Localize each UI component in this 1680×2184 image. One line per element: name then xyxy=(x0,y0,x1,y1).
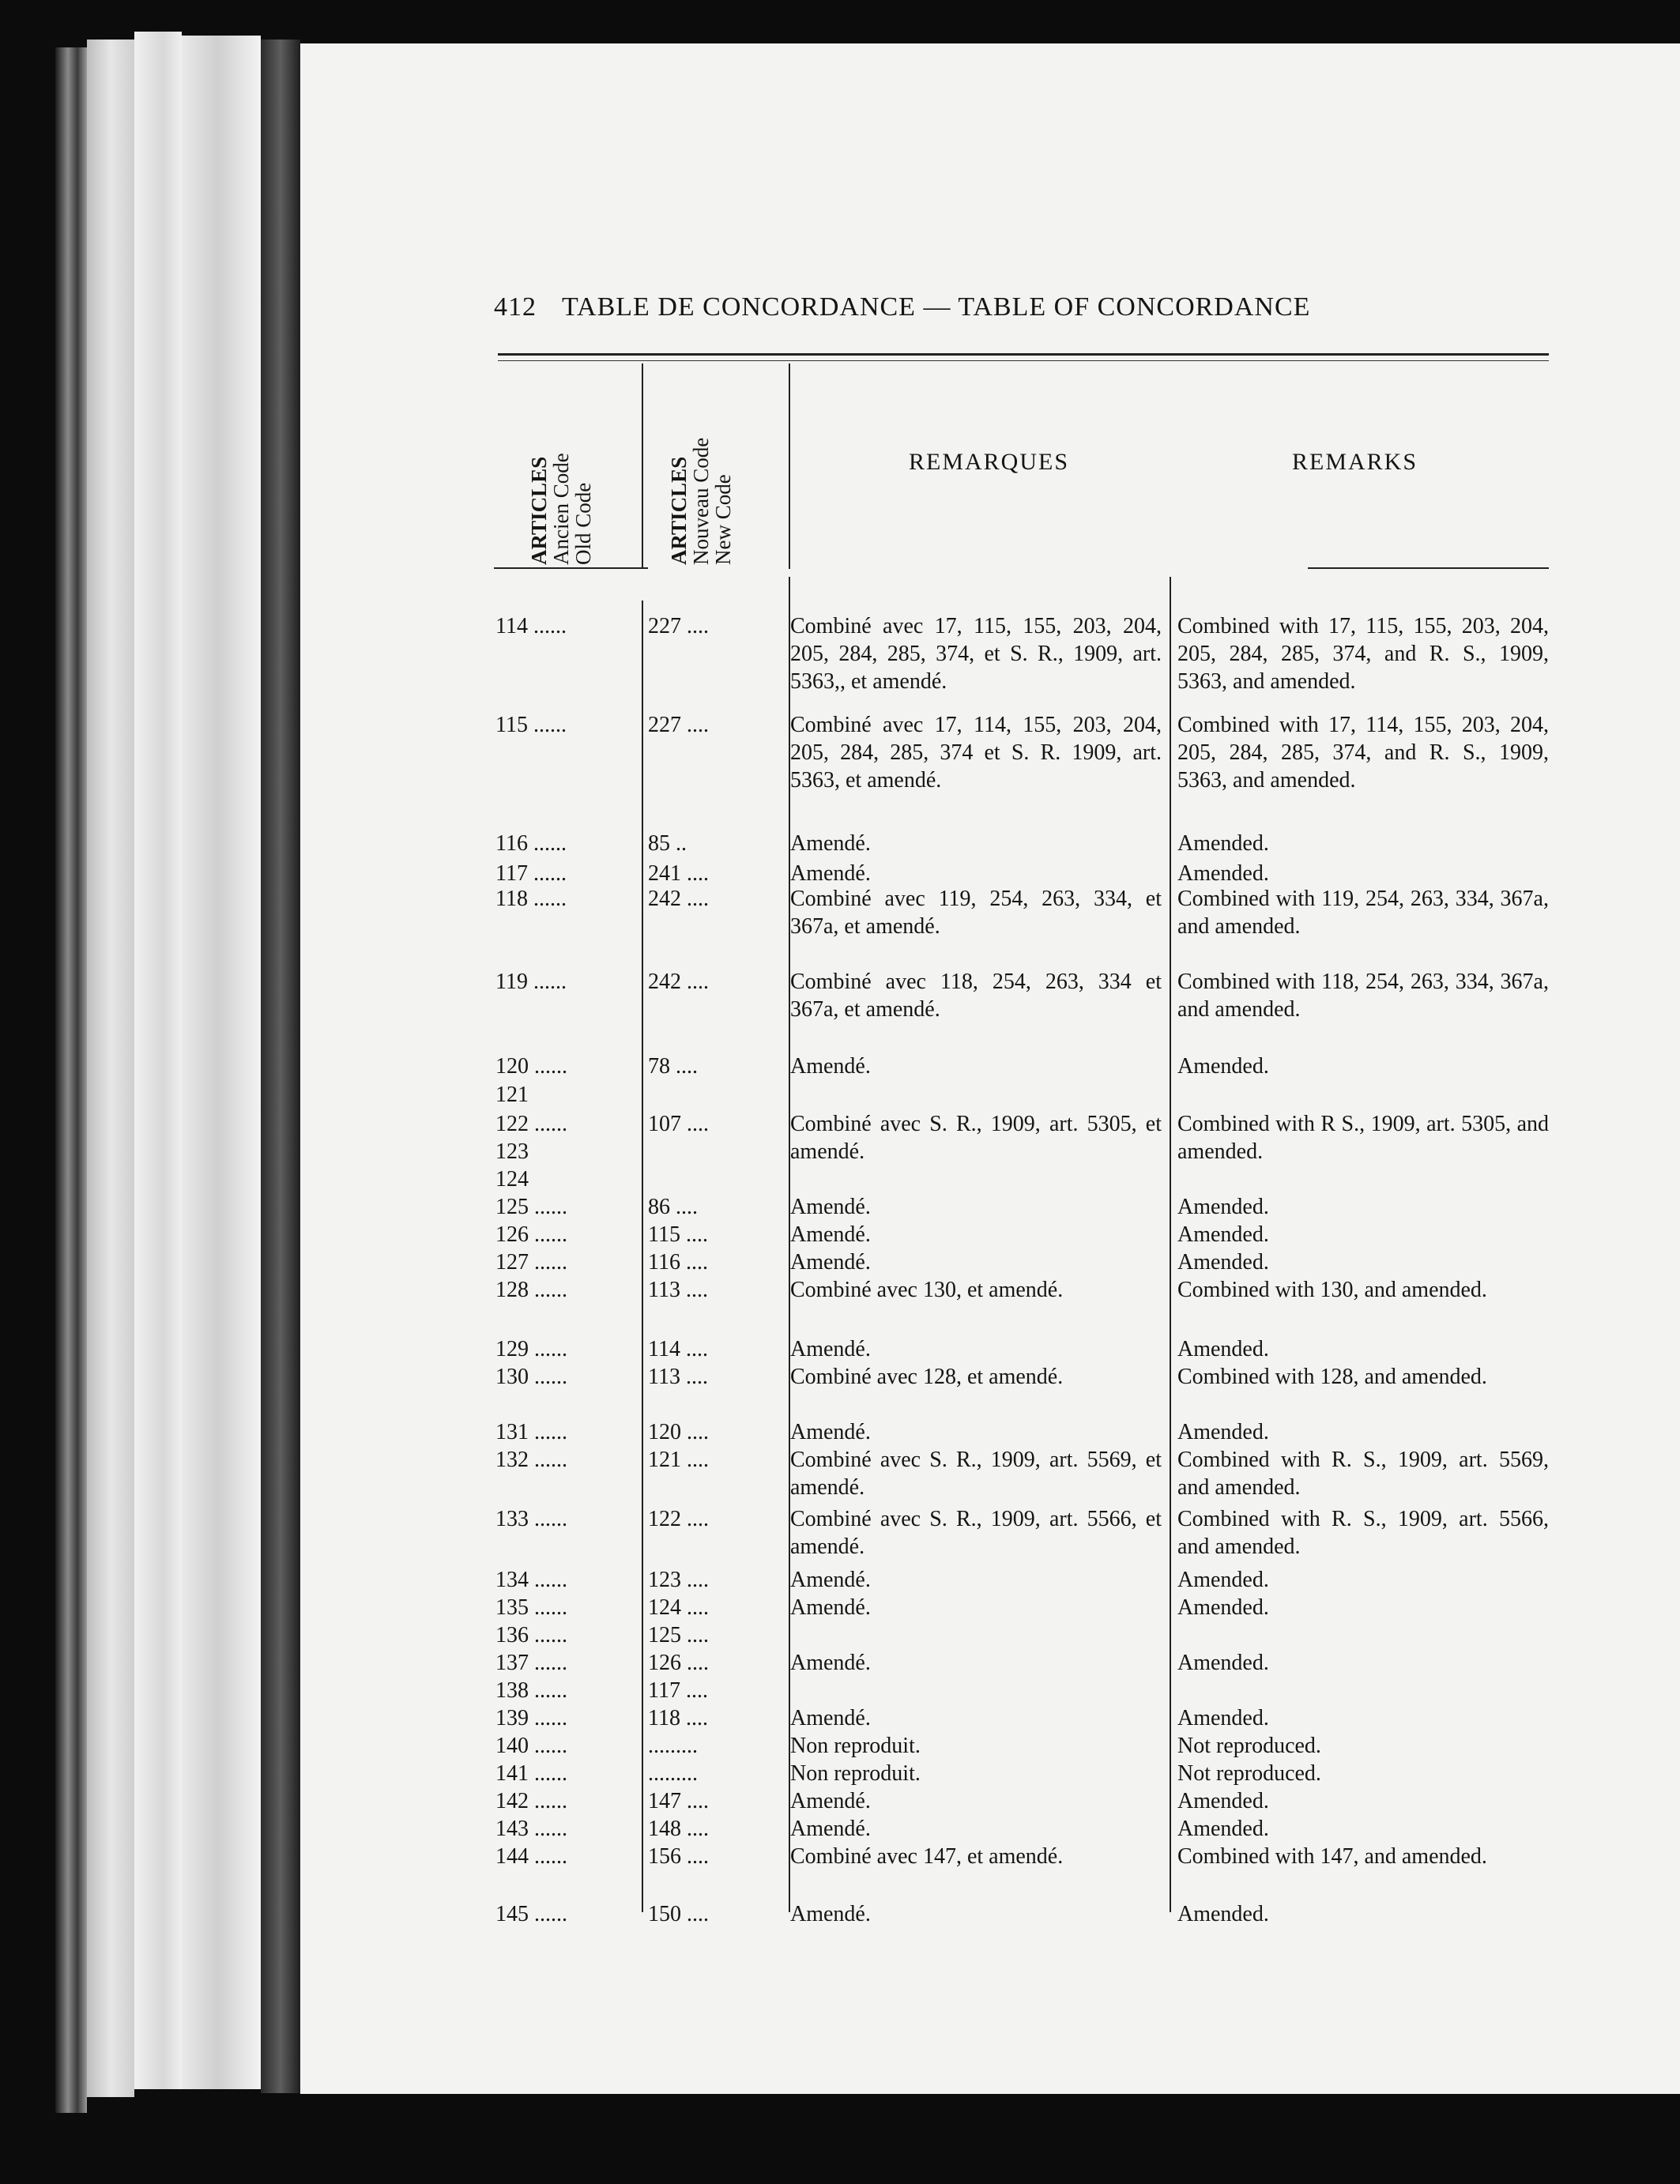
remark-en-cell: Combined with 130, and amended. xyxy=(1177,1278,1487,1302)
new-code-cell: 242 .... xyxy=(648,970,709,994)
new-code-cell: 113 .... xyxy=(648,1365,708,1389)
old-code-cell: 121 xyxy=(495,1083,529,1107)
remarque-fr-cell: Amendé. xyxy=(790,1651,871,1675)
page-number: 412 xyxy=(494,292,537,322)
new-code-cell: 121 .... xyxy=(648,1448,709,1472)
remark-en-cell: Amended. xyxy=(1177,1420,1269,1444)
old-code-cell: 134 ...... xyxy=(495,1568,567,1592)
remarque-fr-cell: Combiné avec S. R., 1909, art. 5305, et amendé. xyxy=(790,1112,1162,1164)
remark-en-cell: Amended. xyxy=(1177,1054,1269,1079)
old-code-cell: 141 ...... xyxy=(495,1761,567,1786)
old-code-cell: 120 ...... xyxy=(495,1054,567,1079)
remark-en-cell: Amended. xyxy=(1177,1706,1269,1730)
remarque-fr-cell: Non reproduit. xyxy=(790,1734,921,1758)
old-code-cell: 137 ...... xyxy=(495,1651,567,1675)
new-code-cell: 150 .... xyxy=(648,1902,709,1926)
new-code-cell: 114 .... xyxy=(648,1337,708,1361)
remarque-fr-cell: Combiné avec 128, et amendé. xyxy=(790,1365,1064,1389)
remark-en-cell: Amended. xyxy=(1177,1902,1269,1926)
column-heading-remarques: REMARQUES xyxy=(909,449,1070,475)
old-code-cell: 117 ...... xyxy=(495,861,567,886)
old-code-cell: 114 ...... xyxy=(495,614,567,638)
remark-en-cell: Amended. xyxy=(1177,1817,1269,1841)
new-code-cell: 227 .... xyxy=(648,614,709,638)
remarque-fr-cell: Amendé. xyxy=(790,1337,871,1361)
remark-en-cell: Amended. xyxy=(1177,1568,1269,1592)
new-code-cell: 107 .... xyxy=(648,1112,709,1136)
remark-en-cell: Amended. xyxy=(1177,1250,1269,1275)
remarque-fr-cell: Combiné avec 147, et amendé. xyxy=(790,1844,1064,1869)
new-code-cell: 123 .... xyxy=(648,1568,709,1592)
old-code-cell: 132 ...... xyxy=(495,1448,567,1472)
remarque-fr-cell: Amendé. xyxy=(790,1706,871,1730)
new-code-cell: 116 .... xyxy=(648,1250,708,1275)
remark-en-cell: Amended. xyxy=(1177,1222,1269,1247)
remarque-fr-cell: Combiné avec S. R., 1909, art. 5569, et amendé. xyxy=(790,1448,1162,1500)
column-heading-new-code: ARTICLES Nouveau Code New Code xyxy=(667,437,735,565)
old-code-cell: 136 ...... xyxy=(495,1623,567,1647)
remark-en-cell: Amended. xyxy=(1177,831,1269,856)
remark-en-cell: Combined with R. S., 1909, art. 5566, and amended. xyxy=(1177,1507,1549,1559)
new-code-cell: 148 .... xyxy=(648,1817,709,1841)
remarque-fr-cell: Amendé. xyxy=(790,1595,871,1620)
new-code-cell: 115 .... xyxy=(648,1222,708,1247)
old-code-cell: 131 ...... xyxy=(495,1420,567,1444)
new-code-cell: 78 .... xyxy=(648,1054,698,1079)
remark-en-cell: Combined with 128, and amended. xyxy=(1177,1365,1487,1389)
old-code-cell: 145 ...... xyxy=(495,1902,567,1926)
new-code-cell: 118 .... xyxy=(648,1706,708,1730)
old-code-cell: 138 ...... xyxy=(495,1678,567,1703)
old-code-cell: 126 ...... xyxy=(495,1222,567,1247)
old-code-cell: 143 ...... xyxy=(495,1817,567,1841)
remark-en-cell: Combined with 118, 254, 263, 334, 367a, and amended. xyxy=(1177,970,1549,1022)
remark-en-cell: Amended. xyxy=(1177,1595,1269,1620)
remarque-fr-cell: Combiné avec 118, 254, 263, 334 et 367a, et amendé. xyxy=(790,970,1162,1022)
remarque-fr-cell: Non reproduit. xyxy=(790,1761,921,1786)
remarque-fr-cell: Amendé. xyxy=(790,1817,871,1841)
new-code-cell: 241 .... xyxy=(648,861,709,886)
column-heading-remarks: REMARKS xyxy=(1292,449,1418,475)
remarque-fr-cell: Amendé. xyxy=(790,1420,871,1444)
old-code-cell: 119 ...... xyxy=(495,970,567,994)
remarque-fr-cell: Combiné avec 130, et amendé. xyxy=(790,1278,1064,1302)
remarque-fr-cell: Amendé. xyxy=(790,1789,871,1813)
old-code-cell: 129 ...... xyxy=(495,1337,567,1361)
new-code-cell: 113 .... xyxy=(648,1278,708,1302)
old-code-cell: 124 xyxy=(495,1167,529,1192)
old-code-cell: 133 ...... xyxy=(495,1507,567,1531)
new-code-cell: 122 .... xyxy=(648,1507,709,1531)
remark-en-cell: Amended. xyxy=(1177,1337,1269,1361)
new-code-cell: 125 .... xyxy=(648,1623,709,1647)
new-code-cell: 126 .... xyxy=(648,1651,709,1675)
new-code-cell: 156 .... xyxy=(648,1844,709,1869)
page-title: TABLE DE CONCORDANCE — TABLE OF CONCORDANCE xyxy=(562,292,1311,322)
remark-en-cell: Not reproduced. xyxy=(1177,1761,1321,1786)
old-code-cell: 128 ...... xyxy=(495,1278,567,1302)
new-code-cell: 227 .... xyxy=(648,713,709,737)
remarque-fr-cell: Amendé. xyxy=(790,861,871,886)
old-code-cell: 127 ...... xyxy=(495,1250,567,1275)
remarque-fr-cell: Combiné avec 17, 115, 155, 203, 204, 205, 284, 285, 374, et S. R., 1909, art. 5363,, et amendé. xyxy=(790,614,1162,694)
remarque-fr-cell: Amendé. xyxy=(790,1250,871,1275)
old-code-cell: 142 ...... xyxy=(495,1789,567,1813)
new-code-cell: 117 .... xyxy=(648,1678,708,1703)
remark-en-cell: Combined with R S., 1909, art. 5305, and amended. xyxy=(1177,1112,1549,1164)
remarque-fr-cell: Amendé. xyxy=(790,1195,871,1219)
old-code-cell: 116 ...... xyxy=(495,831,567,856)
remark-en-cell: Combined with 147, and amended. xyxy=(1177,1844,1487,1869)
remarque-fr-cell: Amendé. xyxy=(790,1568,871,1592)
remark-en-cell: Combined with R. S., 1909, art. 5569, and amended. xyxy=(1177,1448,1549,1500)
old-code-cell: 123 xyxy=(495,1139,529,1164)
remarque-fr-cell: Amendé. xyxy=(790,1054,871,1079)
remarque-fr-cell: Amendé. xyxy=(790,1902,871,1926)
remark-en-cell: Not reproduced. xyxy=(1177,1734,1321,1758)
old-code-cell: 118 ...... xyxy=(495,887,567,911)
remarque-fr-cell: Amendé. xyxy=(790,1222,871,1247)
remarque-fr-cell: Combiné avec S. R., 1909, art. 5566, et amendé. xyxy=(790,1507,1162,1559)
remark-en-cell: Amended. xyxy=(1177,1195,1269,1219)
remarque-fr-cell: Combiné avec 119, 254, 263, 334, et 367a, et amendé. xyxy=(790,887,1162,939)
new-code-cell: 124 .... xyxy=(648,1595,709,1620)
column-heading-old-code: ARTICLES Ancien Code Old Code xyxy=(527,453,595,565)
new-code-cell: 120 .... xyxy=(648,1420,709,1444)
remark-en-cell: Amended. xyxy=(1177,1651,1269,1675)
old-code-cell: 122 ...... xyxy=(495,1112,567,1136)
old-code-cell: 139 ...... xyxy=(495,1706,567,1730)
old-code-cell: 144 ...... xyxy=(495,1844,567,1869)
remarque-fr-cell: Combiné avec 17, 114, 155, 203, 204, 205, 284, 285, 374 et S. R. 1909, art. 5363, et amendé. xyxy=(790,713,1162,793)
old-code-cell: 115 ...... xyxy=(495,713,567,737)
old-code-cell: 125 ...... xyxy=(495,1195,567,1219)
new-code-cell: 85 .. xyxy=(648,831,687,856)
old-code-cell: 140 ...... xyxy=(495,1734,567,1758)
new-code-cell: 86 .... xyxy=(648,1195,698,1219)
new-code-cell: ......... xyxy=(648,1761,698,1786)
remark-en-cell: Combined with 17, 115, 155, 203, 204, 205, 284, 285, 374, and R. S., 1909, 5363, and amended. xyxy=(1177,614,1549,694)
remark-en-cell: Amended. xyxy=(1177,861,1269,886)
new-code-cell: ......... xyxy=(648,1734,698,1758)
new-code-cell: 242 .... xyxy=(648,887,709,911)
remark-en-cell: Combined with 119, 254, 263, 334, 367a, and amended. xyxy=(1177,887,1549,939)
remarque-fr-cell: Amendé. xyxy=(790,831,871,856)
old-code-cell: 135 ...... xyxy=(495,1595,567,1620)
new-code-cell: 147 .... xyxy=(648,1789,709,1813)
remark-en-cell: Amended. xyxy=(1177,1789,1269,1813)
remark-en-cell: Combined with 17, 114, 155, 203, 204, 205, 284, 285, 374, and R. S., 1909, 5363, and amended. xyxy=(1177,713,1549,793)
old-code-cell: 130 ...... xyxy=(495,1365,567,1389)
